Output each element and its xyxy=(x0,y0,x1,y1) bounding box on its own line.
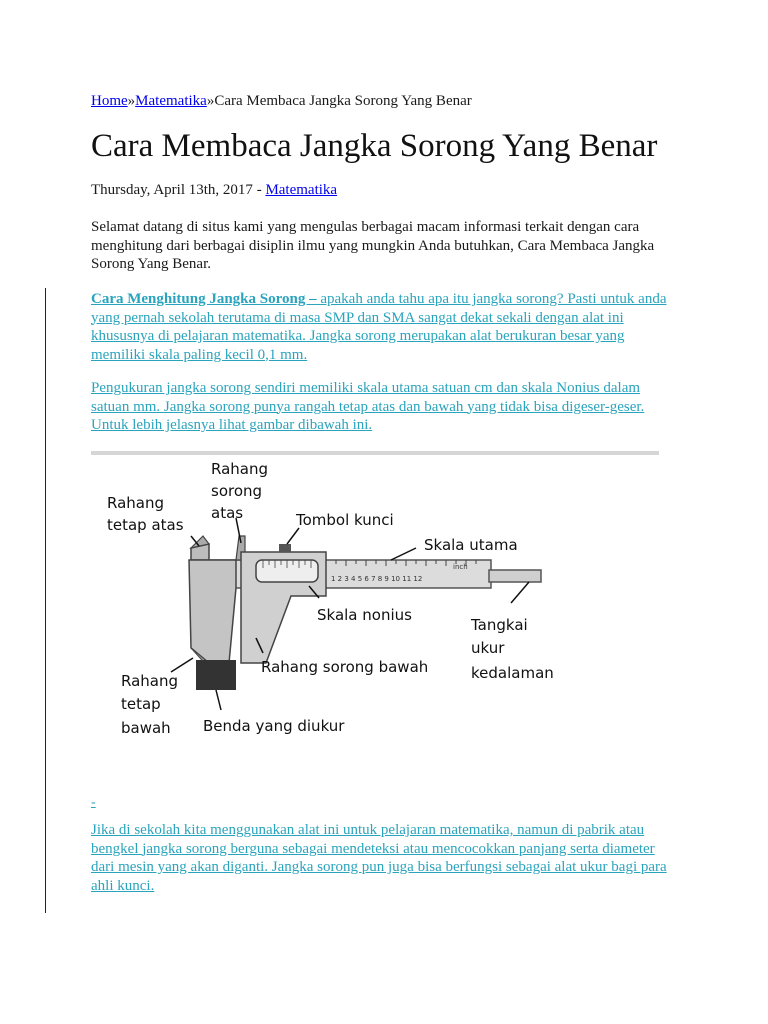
definition-bold-lead: Cara Menghitung Jangka Sorong – xyxy=(91,291,317,307)
label-tombol-kunci: Tombol kunci xyxy=(296,511,394,529)
small-dash-link[interactable]: - xyxy=(91,795,96,810)
label-skala-utama: Skala utama xyxy=(424,536,518,554)
label-rahang-sorong-atas-3: atas xyxy=(211,504,244,522)
label-rahang-sorong-atas-2: sorong xyxy=(211,482,263,500)
label-rahang-sorong-atas-1: Rahang xyxy=(211,460,269,478)
depth-rod xyxy=(489,570,541,582)
measured-object xyxy=(196,660,236,690)
label-rahang-tetap-bawah-2: tetap xyxy=(121,695,161,713)
definition-link[interactable] xyxy=(91,291,667,363)
measurement-link[interactable]: Pengukuran jangka sorong sendiri memiliki skala utama satuan cm dan skala Nonius dalam satuan mm. Jangka sorong punya rangah tetap atas dan bawah yang tidak bisa digeser-geser. Untuk lebih jelasnya lihat gambar dibawah ini. xyxy=(91,380,645,433)
label-skala-nonius: Skala nonius xyxy=(317,606,412,624)
intro-paragraph: Selamat datang di situs kami yang mengulas berbagai macam informasi terkait dengan cara menghitung dari berbagai disiplin ilmu yang mungkin Anda butuhkan, Cara Membaca Jangka Sorong Yang Benar. xyxy=(91,219,655,272)
definition-text: apakah anda tahu apa itu jangka sorong? Pasti untuk anda yang pernah sekolah terutama di masa SMP dan SMA sangat dekat sekali dengan alat ini khususnya di pelajaran matematika. Jangka sorong merupakan alat berukuran besar yang memiliki skala paling kecil 0,1 mm. xyxy=(91,291,667,363)
label-rahang-tetap-atas-2: tetap atas xyxy=(107,516,184,534)
measurement-paragraph[interactable] xyxy=(91,379,676,435)
post-category-link[interactable]: Matematika xyxy=(265,182,338,198)
definition-paragraph[interactable] xyxy=(91,290,676,364)
label-benda-yang-diukur: Benda yang diukur xyxy=(203,717,345,735)
breadcrumb-home-link[interactable]: Home xyxy=(91,93,128,109)
main-scale-inch: inch xyxy=(453,563,468,571)
label-tangkai-3: kedalaman xyxy=(471,664,554,682)
main-scale-numbers: 1 2 3 4 5 6 7 8 9 10 11 12 xyxy=(331,575,423,583)
label-tangkai-1: Tangkai xyxy=(471,616,528,634)
meta-separator: - xyxy=(252,182,266,198)
breadcrumb xyxy=(91,93,472,110)
breadcrumb-current: Cara Membaca Jangka Sorong Yang Benar xyxy=(214,93,472,109)
post-date: Thursday, April 13th, 2017 xyxy=(91,182,253,198)
figure-top-rule xyxy=(91,451,659,455)
usage-paragraph[interactable] xyxy=(91,821,676,895)
label-rahang-tetap-bawah-3: bawah xyxy=(121,719,171,737)
fixed-body xyxy=(189,560,236,663)
label-rahang-tetap-bawah-1: Rahang xyxy=(121,672,179,690)
page-title: Cara Membaca Jangka Sorong Yang Benar xyxy=(91,128,658,164)
breadcrumb-separator: » xyxy=(127,93,136,109)
breadcrumb-category-link[interactable]: Matematika xyxy=(135,93,207,109)
lock-screw xyxy=(279,544,291,552)
usage-link[interactable]: Jika di sekolah kita menggunakan alat ini untuk pelajaran matematika, namun di pabrik atau bengkel jangka sorong berguna sebagai mendeteksi atau mencocokkan panjang serta diameter dari mesin yang akan diganti. Jangka sorong pun juga bisa berfungsi sebagai alat ukur bagi para ahli kunci. xyxy=(91,822,667,894)
label-rahang-sorong-bawah: Rahang sorong bawah xyxy=(261,658,429,676)
label-rahang-tetap-atas-1: Rahang xyxy=(107,494,165,512)
caliper-diagram xyxy=(91,448,661,770)
breadcrumb-separator: » xyxy=(206,93,215,109)
label-tangkai-2: ukur xyxy=(471,639,505,657)
left-border-line xyxy=(45,288,46,913)
post-meta xyxy=(91,182,337,199)
